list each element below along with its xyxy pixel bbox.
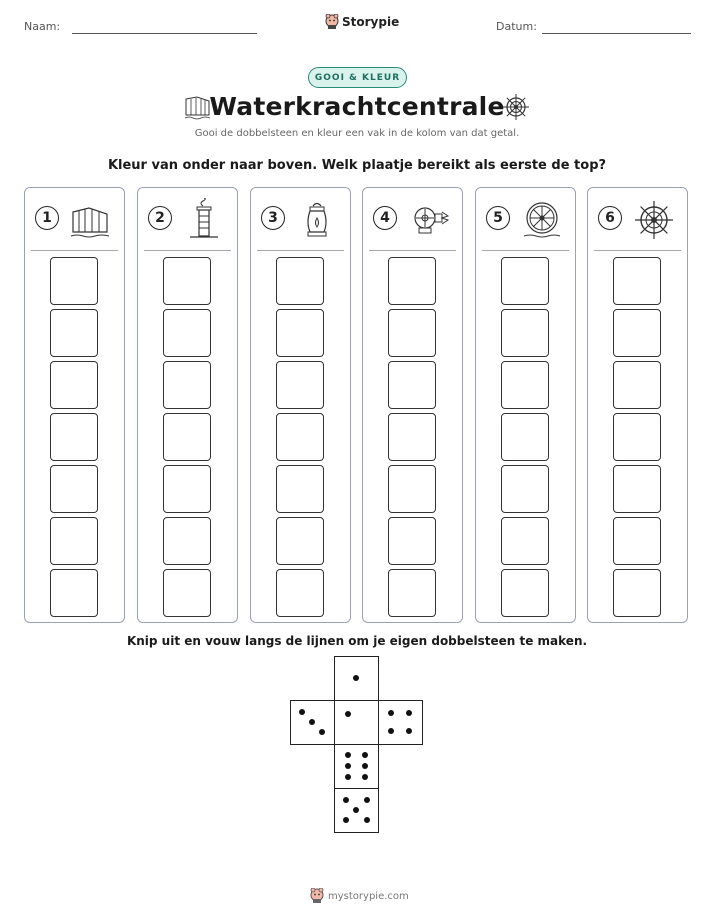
color-cell[interactable] [613,517,661,565]
die-pip [343,797,349,803]
game-instruction: Kleur van onder naar boven. Welk plaatje bereikt als eerste de top? [107,158,607,173]
column-divider [594,250,681,251]
color-cell[interactable] [163,413,211,461]
column-3 [250,187,351,623]
color-cell[interactable] [501,465,549,513]
column-header [138,188,237,250]
die-pip [362,763,368,769]
die-face-left [290,700,335,745]
column-divider [369,250,456,251]
color-cell[interactable] [501,309,549,357]
color-cell[interactable] [501,257,549,305]
ship-wheel-icon [632,198,676,242]
die-pip [345,752,351,758]
die-instruction: Knip uit en vouw langs de lijnen om je eigen dobbelsteen te maken. [126,634,588,648]
column-header [25,188,124,250]
color-cell[interactable] [163,517,211,565]
color-cell[interactable] [163,257,211,305]
color-cell[interactable] [501,569,549,617]
page-title: Waterkrachtcentrale [209,92,505,121]
die-pip [345,711,351,717]
color-cell[interactable] [50,517,98,565]
color-cell[interactable] [163,569,211,617]
color-cell[interactable] [613,257,661,305]
color-cell[interactable] [276,413,324,461]
footer-url[interactable]: mystorypie.com [328,890,409,902]
color-cell[interactable] [50,309,98,357]
die-pip [388,728,394,734]
column-divider [482,250,569,251]
column-header [363,188,462,250]
color-cell[interactable] [163,465,211,513]
column-header [588,188,687,250]
die-pip [299,709,305,715]
column-number: 1 [35,206,59,230]
die-face-top [334,656,379,701]
color-cell[interactable] [613,413,661,461]
die-face-right [378,700,423,745]
brand-name: Storypie [342,15,400,29]
footer [310,888,409,904]
color-cell[interactable] [613,465,661,513]
name-line[interactable] [72,33,257,34]
storypie-mascot-icon [310,888,324,904]
column-2 [137,187,238,623]
die-pip [343,817,349,823]
brand-logo [325,14,399,30]
color-cell[interactable] [388,569,436,617]
color-cell[interactable] [276,309,324,357]
die-pip [345,763,351,769]
page-subtitle: Gooi de dobbelsteen en kleur een vak in de kolom van dat getal. [194,128,520,139]
color-cell[interactable] [276,517,324,565]
die-pip [353,807,359,813]
chimney-tower-icon [182,198,226,242]
column-header [251,188,350,250]
die-pip [309,719,315,725]
column-number: 4 [373,206,397,230]
color-cell[interactable] [50,569,98,617]
color-cell[interactable] [276,465,324,513]
color-cell[interactable] [388,309,436,357]
color-cell[interactable] [613,309,661,357]
die-pip [345,774,351,780]
ship-wheel-icon [501,93,531,121]
color-cell[interactable] [50,257,98,305]
die-pip [406,710,412,716]
die-face-bottom [334,744,379,789]
color-cell[interactable] [388,257,436,305]
column-number: 2 [148,206,172,230]
color-cell[interactable] [50,413,98,461]
column-number: 3 [261,206,285,230]
color-cell[interactable] [613,569,661,617]
column-header [476,188,575,250]
column-number: 5 [486,206,510,230]
column-1 [24,187,125,623]
date-line[interactable] [542,33,691,34]
color-cell[interactable] [276,569,324,617]
color-cell[interactable] [50,465,98,513]
color-cell[interactable] [276,257,324,305]
date-label: Datum: [496,20,537,33]
die-pip [364,797,370,803]
dam-icon [69,198,113,242]
activity-badge: GOOI & KLEUR [308,67,407,88]
color-cell[interactable] [163,309,211,357]
die-pip [362,752,368,758]
column-4 [362,187,463,623]
die-face-back [334,788,379,833]
color-cell[interactable] [388,465,436,513]
lantern-icon [295,198,339,242]
color-cell[interactable] [163,361,211,409]
column-divider [257,250,344,251]
storypie-mascot-icon [325,14,339,30]
column-divider [31,250,118,251]
die-pip [362,774,368,780]
color-cell[interactable] [388,517,436,565]
color-cell[interactable] [613,361,661,409]
color-cell[interactable] [50,361,98,409]
color-cell[interactable] [501,413,549,461]
column-number: 6 [598,206,622,230]
die-pip [319,729,325,735]
color-cell[interactable] [501,361,549,409]
column-divider [144,250,231,251]
color-cell[interactable] [388,361,436,409]
column-5 [475,187,576,623]
color-cell[interactable] [388,413,436,461]
turbine-generator-icon [407,198,451,242]
water-wheel-icon [520,198,564,242]
column-6 [587,187,688,623]
color-cell[interactable] [501,517,549,565]
die-pip [406,728,412,734]
die-pip [353,675,359,681]
color-cell[interactable] [276,361,324,409]
die-face-center [334,700,379,745]
name-label: Naam: [24,20,61,33]
die-pip [364,817,370,823]
die-pip [388,710,394,716]
